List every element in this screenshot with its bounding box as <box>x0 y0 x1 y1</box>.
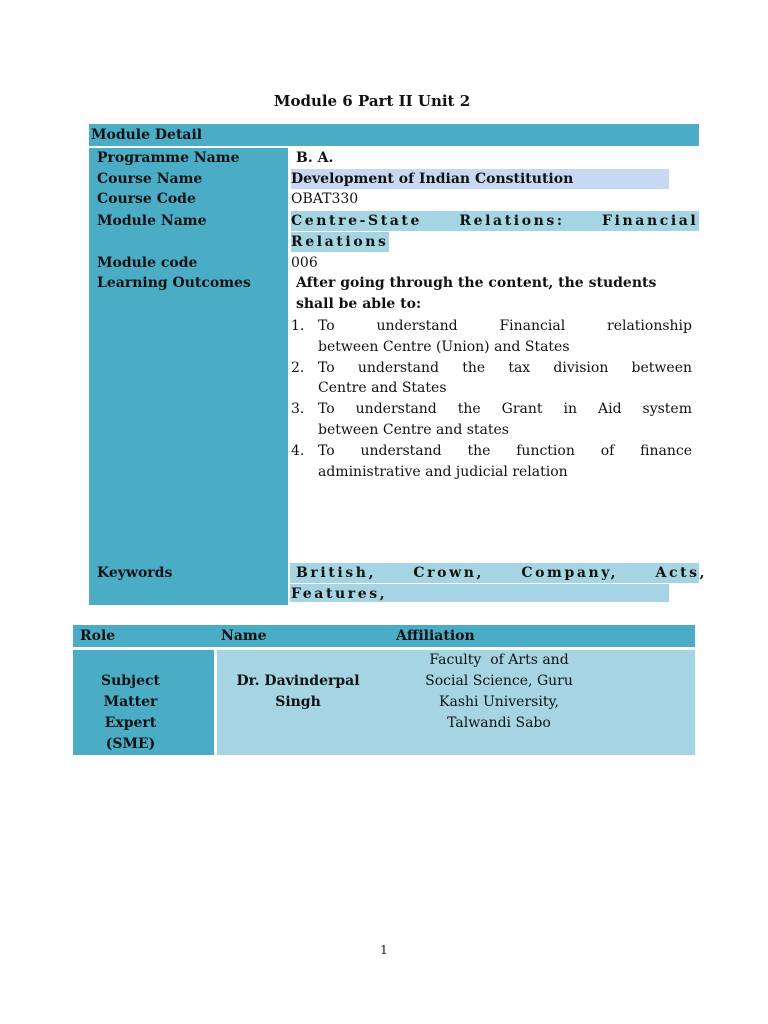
name-line: Singh <box>275 694 321 710</box>
programme-name-value: B. A. <box>296 150 334 166</box>
list-item <box>291 399 692 441</box>
learning-outcomes-intro: After going through the content, the students <box>296 275 657 291</box>
affiliation-line: Kashi University, <box>439 694 559 710</box>
role-header: Role <box>80 628 116 644</box>
affiliation-line: Faculty of Arts and <box>429 652 569 668</box>
name-text <box>222 671 374 713</box>
affiliation-header: Affiliation <box>396 628 475 644</box>
affiliation-line: Social Science, Guru <box>425 673 573 689</box>
role-line: Expert <box>104 715 157 731</box>
keywords-value-line1: British, Crown, Company, Acts, <box>296 565 708 581</box>
course-code-value: OBAT330 <box>291 191 359 207</box>
module-detail-header: Module Detail <box>89 124 699 146</box>
list-item-text-cont: administrative and judicial relation <box>318 463 568 480</box>
course-name-value: Development of Indian Constitution <box>291 169 669 189</box>
list-item-number: 4. <box>291 442 305 459</box>
list-item <box>291 316 692 358</box>
list-item-text: To understand Financial relationship <box>318 318 692 334</box>
learning-outcomes-label: Learning Outcomes <box>97 275 251 291</box>
module-name-value-line1: Centre-State Relations: Financial <box>291 213 699 229</box>
list-item <box>291 358 692 400</box>
role-line: Matter <box>103 694 158 710</box>
course-name-label: Course Name <box>97 171 203 187</box>
keywords-label: Keywords <box>97 565 173 581</box>
keywords-value-line2: Features, <box>291 586 388 602</box>
list-item-text-cont: between Centre (Union) and States <box>318 338 570 355</box>
module-name-value-line2: Relations <box>291 234 389 250</box>
list-item-number: 2. <box>291 359 305 376</box>
course-code-label: Course Code <box>97 191 196 207</box>
list-item-text-cont: between Centre and states <box>318 421 509 438</box>
affiliation-text <box>386 650 612 734</box>
list-item-text: To understand the tax division between <box>318 359 692 376</box>
role-table-header <box>73 625 695 647</box>
document-title: Module 6 Part II Unit 2 <box>273 92 471 110</box>
affiliation-line: Talwandi Sabo <box>447 715 551 731</box>
programme-name-label: Programme Name <box>97 150 240 166</box>
page-number: 1 <box>380 943 388 957</box>
list-item <box>291 441 692 483</box>
role-text <box>73 671 188 755</box>
module-code-value: 006 <box>291 255 318 271</box>
role-line: (SME) <box>105 736 156 752</box>
name-line: Dr. Davinderpal <box>236 673 360 689</box>
list-item-number: 3. <box>291 401 305 418</box>
list-item-number: 1. <box>291 318 305 334</box>
list-item-text: To understand the function of finance <box>318 442 692 459</box>
list-item-text: To understand the Grant in Aid system <box>318 401 692 418</box>
list-item-text-cont: Centre and States <box>318 380 447 397</box>
learning-outcomes-intro-cont: shall be able to: <box>296 296 422 312</box>
name-header: Name <box>221 628 267 644</box>
module-name-label: Module Name <box>97 213 207 229</box>
module-code-label: Module code <box>97 255 198 271</box>
role-line: Subject <box>100 673 161 689</box>
learning-outcomes-list <box>291 316 692 482</box>
